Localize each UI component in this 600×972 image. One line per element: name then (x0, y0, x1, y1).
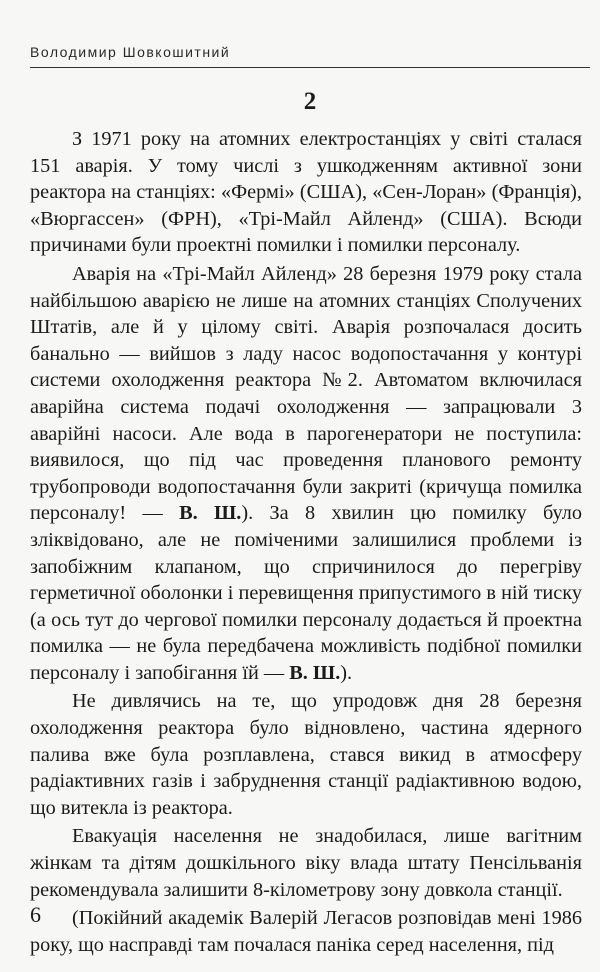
author-initials: В. Ш. (289, 661, 341, 684)
text-run: ). За 8 хвилин цю помилку було зліквідовано, але не поміченими залишилися проблеми із запобіжним клапаном, що спричинилося до перегріву герметичної оболонки і перевищення припустимого в ній тиску (а ось тут до чергової помилки персоналу додається й проектна помилка — не була передбачена можливість подібної помилки персоналу і запобігання їй — (30, 502, 582, 684)
text-run: Евакуація населення не знадобилася, лише вагітним жінкам та дітям дошкільного віку влада штату Пенсільванія рекомендувала залишити 8-кілометрову зону довкола станції. (30, 825, 582, 901)
text-run: Не дивлячись на те, що упродовж дня 28 березня охолодження реактора було відновлено, частина ядерного палива вже була розплавлена, стався викид в атмосферу радіактивних газів і забруднення станції радіактивною водою, що витекла із реактора. (30, 690, 582, 819)
running-head: Володимир Шовкошитний (30, 44, 231, 60)
text-run: (Покійний академік Валерій Легасов розповідав мені 1986 року, що насправді там почалася паніка серед населення, під (30, 907, 582, 956)
header-rule (30, 67, 590, 68)
paragraph (30, 823, 582, 903)
text-run: З 1971 року на атомних електростанціях у світі сталася 151 аварія. У тому числі з ушкодженням активної зони реактора на станціях: «Фермі» (США), «Сен-Лоран» (Франція), «Вюргассен» (ФРН), «Трі-Майл Айленд» (США). Всюди причинами були проектні помилки і помилки персоналу. (30, 128, 582, 257)
paragraph (30, 126, 582, 259)
paragraph (30, 905, 582, 958)
text-run: Аварія на «Трі-Майл Айленд» 28 березня 1979 року стала найбільшою аварією не лише на атомних станціях Сполучених Штатів, але й у цілому світі. Аварія розпочалася досить банально — вийшов з ладу насос водопостачання у контурі системи охолодження реактора №2. Автоматом включилася аварійна система подачі охолодження — запрацювали 3 аварійні насоси. Але вода в парогенератори не поступила: виявилося, що під час проведення планового ремонту трубопроводи водопостачання були закриті (кричуща помилка персоналу! — (30, 262, 582, 525)
text-run: ). (340, 661, 353, 684)
author-initials: В. Ш. (179, 502, 242, 525)
body-text (30, 126, 582, 958)
paragraph (30, 688, 582, 821)
chapter-number: 2 (303, 88, 317, 115)
page-number: 6 (30, 902, 41, 927)
paragraph (30, 261, 582, 687)
